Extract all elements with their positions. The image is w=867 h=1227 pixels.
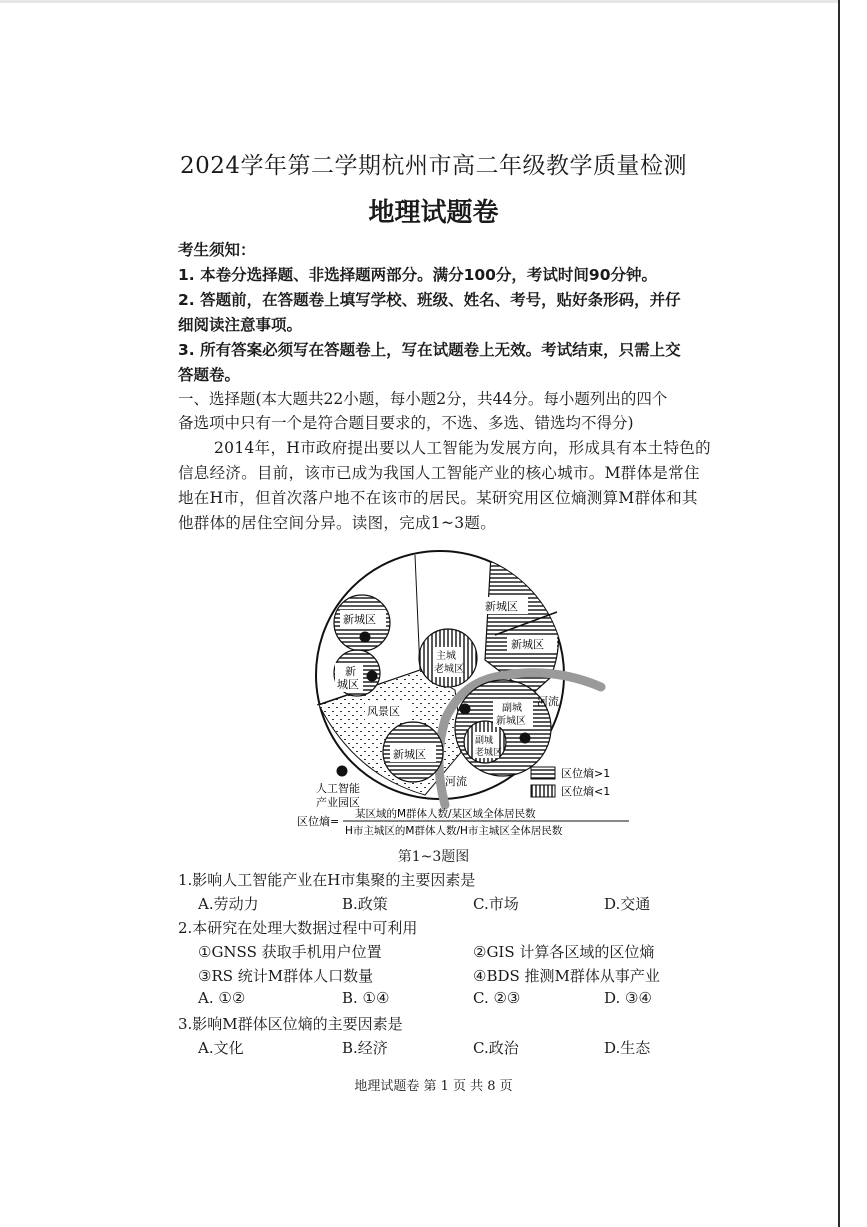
page-footer: 地理试题卷 第 1 页 共 8 页 — [354, 1079, 513, 1094]
section-heading-2: 备选项中只有一个是符合题目要求的，不选、多选、错选均不得分) — [178, 414, 634, 432]
legend-v-swatch — [531, 785, 555, 797]
question-2-stem: 2.本研究在处理大数据过程中可利用 — [178, 919, 418, 937]
q3-option-c: C.政治 — [473, 1039, 519, 1057]
ai-park-dot — [460, 704, 471, 715]
passage-line-2: 信息经济。目前，该市已成为我国人工智能产业的核心城市。M群体是常住 — [178, 464, 700, 482]
question-1-stem: 1.影响人工智能产业在H市集聚的主要因素是 — [178, 871, 476, 889]
q3-option-d: D.生态 — [604, 1039, 651, 1057]
passage-line-4: 他群体的居住空间分异。读图，完成1~3题。 — [178, 514, 497, 532]
passage-line-3: 地在H市，但首次落户地不在该市的居民。某研究用区位熵测算M群体和其 — [178, 489, 698, 507]
notice-item-2: 2. 答题前，在答题卷上填写学校、班级、姓名、考号，贴好条形码，并仔 — [178, 291, 681, 309]
passage-line-1: 2014年，H市政府提出要以人工智能为发展方向，形成具有本土特色的 — [214, 439, 711, 457]
section-heading-1: 一、选择题(本大题共22小题，每小题2分，共44分。每小题列出的四个 — [178, 390, 668, 408]
legend-h-label: 区位熵>1 — [561, 767, 611, 780]
notice-item-1: 1. 本卷分选择题、非选择题两部分。满分100分，考试时间90分钟。 — [178, 266, 657, 284]
label-sub-city-b: 新城区 — [496, 716, 526, 727]
formula-label: 区位熵= — [297, 815, 340, 828]
legend-h-swatch — [531, 767, 555, 779]
q2-item-1: ①GNSS 获取手机用户位置 — [198, 943, 382, 961]
label-sub-old-a: 副城 — [475, 736, 494, 746]
label-new-city-1: 新城区 — [343, 613, 376, 626]
scan-edge-top — [0, 0, 838, 3]
figure-caption: 第1~3题图 — [397, 849, 470, 865]
formula-denominator: H市主城区的M群体人数/H市主城区全体居民数 — [345, 825, 563, 837]
formula-numerator: 某区域的M群体人数/某区域全体居民数 — [355, 808, 536, 820]
label-river-2: 河流 — [445, 775, 467, 788]
q2-item-3: ③RS 统计M群体人口数量 — [198, 967, 374, 985]
q2-item-2: ②GIS 计算各区域的区位熵 — [473, 943, 655, 961]
ai-park-legend-dot — [337, 766, 348, 777]
label-ai-park-b: 产业园区 — [316, 796, 360, 809]
label-scenic: 风景区 — [367, 705, 400, 718]
label-new-city-4b: 城区 — [337, 678, 359, 691]
question-3-stem: 3.影响M群体区位熵的主要因素是 — [178, 1015, 403, 1033]
notice-item-2-cont: 细阅读注意事项。 — [178, 316, 303, 334]
label-main-city-a: 主城 — [436, 651, 456, 662]
label-new-city-5: 新城区 — [393, 748, 426, 761]
ai-park-dot — [520, 733, 531, 744]
label-ai-park-a: 人工智能 — [316, 782, 360, 795]
city-diagram-svg — [295, 545, 635, 840]
notice-heading: 考生须知： — [178, 241, 256, 259]
q1-option-a: A.劳动力 — [198, 895, 259, 913]
label-new-city-4a: 新 — [345, 665, 356, 678]
label-new-city-3: 新城区 — [511, 638, 544, 651]
q2-option-b: B. ①④ — [342, 989, 390, 1007]
label-sub-old-b: 老城区 — [475, 748, 503, 758]
label-main-city-b: 老城区 — [434, 664, 464, 675]
q2-option-c: C. ②③ — [473, 989, 521, 1007]
legend-v-label: 区位熵<1 — [561, 785, 611, 798]
q1-option-b: B.政策 — [342, 895, 388, 913]
q3-option-a: A.文化 — [198, 1039, 244, 1057]
q1-option-c: C.市场 — [473, 895, 519, 913]
q2-item-4: ④BDS 推测M群体从事产业 — [473, 967, 660, 985]
label-sub-city-a: 副城 — [502, 703, 522, 714]
subject-title: 地理试题卷 — [368, 198, 499, 228]
q2-option-d: D. ③④ — [604, 989, 652, 1007]
q1-option-d: D.交通 — [604, 895, 651, 913]
ai-park-dot — [360, 632, 371, 643]
notice-item-3-cont: 答题卷。 — [178, 366, 241, 384]
q3-option-b: B.经济 — [342, 1039, 388, 1057]
q2-option-a: A. ①② — [198, 989, 246, 1007]
label-new-city-2: 新城区 — [485, 600, 518, 613]
label-river-1: 河流 — [537, 695, 559, 708]
city-diagram — [295, 545, 635, 840]
exam-title: 2024学年第二学期杭州市高二年级教学质量检测 — [179, 153, 688, 179]
scan-edge-right — [838, 0, 840, 1227]
notice-item-3: 3. 所有答案必须写在答题卷上，写在试题卷上无效。考试结束，只需上交 — [178, 341, 681, 359]
ai-park-dot — [367, 671, 378, 682]
